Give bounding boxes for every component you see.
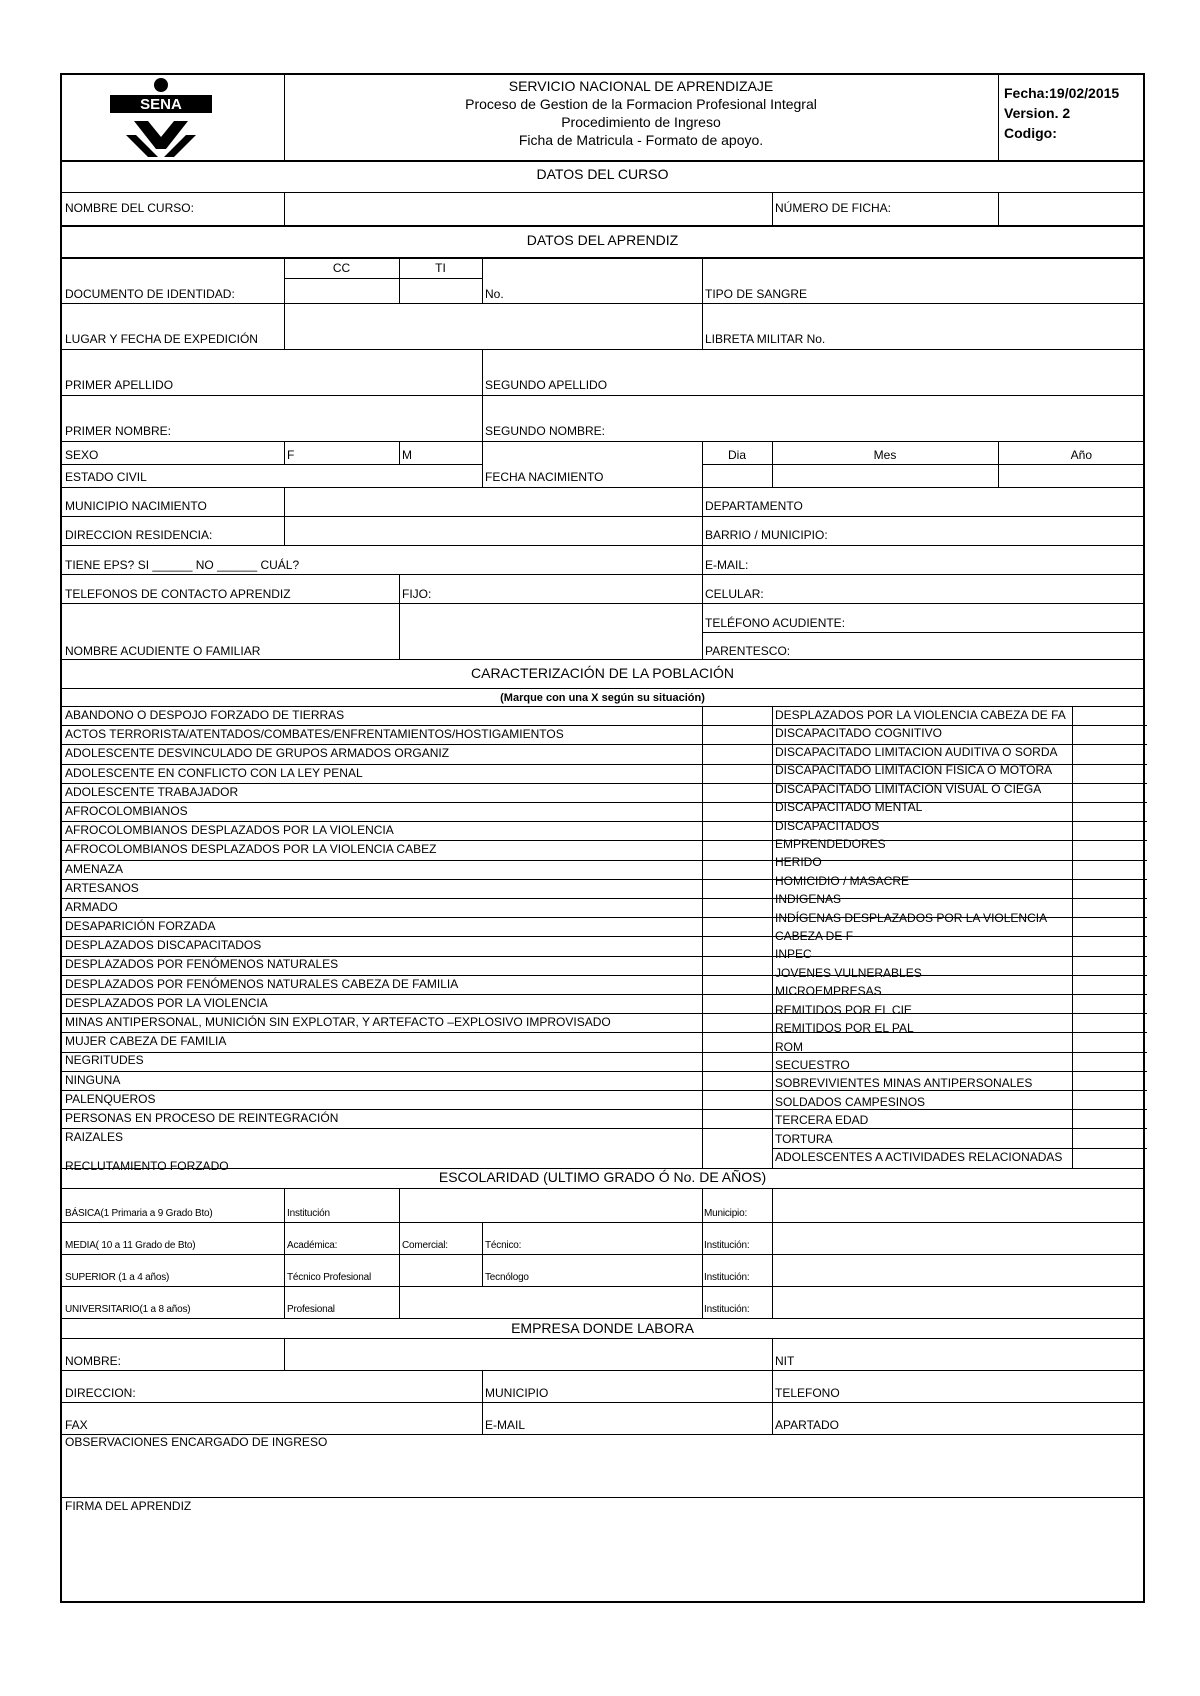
primer-apellido-label[interactable]: PRIMER APELLIDO bbox=[65, 378, 174, 392]
institucion-universitario-label: Institución: bbox=[704, 1304, 750, 1315]
population-checkbox-left[interactable] bbox=[703, 899, 771, 916]
population-option-right: ROM bbox=[775, 1039, 803, 1054]
population-option-left: AFROCOLOMBIANOS DESPLAZADOS POR LA VIOLENCIA bbox=[65, 823, 394, 838]
section-title-escolaridad: ESCOLARIDAD (ULTIMO GRADO Ó No. DE AÑOS) bbox=[438, 1169, 767, 1185]
primer-nombre-label[interactable]: PRIMER NOMBRE: bbox=[65, 424, 172, 438]
population-option-left: ADOLESCENTE EN CONFLICTO CON LA LEY PENAL bbox=[65, 765, 363, 780]
tipo-sangre-label[interactable]: TIPO DE SANGRE bbox=[705, 287, 808, 301]
divider bbox=[62, 545, 1143, 546]
tecnico-profesional-option[interactable]: Técnico Profesional bbox=[287, 1272, 372, 1283]
population-option-right: EMPRENDEDORES bbox=[775, 836, 886, 851]
divider bbox=[399, 441, 400, 464]
divider bbox=[62, 659, 1143, 660]
population-checkbox-right[interactable] bbox=[1073, 1149, 1145, 1165]
population-checkbox-left[interactable] bbox=[703, 726, 771, 743]
population-checkbox-right[interactable] bbox=[1073, 1057, 1145, 1073]
sexo-m-option[interactable]: M bbox=[402, 448, 412, 462]
version-label: Version. 2 bbox=[1004, 105, 1071, 121]
population-checkbox-left[interactable] bbox=[703, 880, 771, 897]
population-option-left: RECLUTAMIENTO FORZADO bbox=[65, 1159, 229, 1174]
population-option-left: ACTOS TERRORISTA/ATENTADOS/COMBATES/ENFRENTAMIENTOS/HOSTIGAMIENTOS bbox=[65, 727, 564, 742]
segundo-nombre-label[interactable]: SEGUNDO NOMBRE: bbox=[485, 424, 606, 438]
tecnico-option[interactable]: Técnico: bbox=[485, 1240, 522, 1251]
population-checkbox-right[interactable] bbox=[1073, 725, 1145, 741]
population-option-right: INDIGENAS bbox=[775, 892, 842, 907]
population-checkbox-right[interactable] bbox=[1073, 1076, 1145, 1092]
population-checkbox-left[interactable] bbox=[703, 1053, 771, 1070]
telefono-acudiente-label[interactable]: TELÉFONO ACUDIENTE: bbox=[705, 616, 846, 630]
process-name: Proceso de Gestion de la Formacion Profesional Integral bbox=[465, 96, 817, 112]
population-checkbox-right[interactable] bbox=[1073, 854, 1145, 870]
profesional-option[interactable]: Profesional bbox=[287, 1304, 335, 1315]
eps-question[interactable]: TIENE EPS? SI ______ NO ______ CUÁL? bbox=[65, 558, 300, 572]
cc-checkbox[interactable] bbox=[286, 280, 397, 301]
mes-field[interactable] bbox=[774, 466, 996, 486]
population-option-right: SOBREVIVIENTES MINAS ANTIPERSONALES bbox=[775, 1076, 1033, 1091]
population-option-left: ARMADO bbox=[65, 899, 118, 914]
population-option-left: NEGRITUDES bbox=[65, 1053, 144, 1068]
population-checkbox-left[interactable] bbox=[703, 937, 771, 954]
institucion-basica-field[interactable] bbox=[401, 1189, 700, 1221]
population-checkbox-left[interactable] bbox=[703, 784, 771, 801]
dia-label: Dia bbox=[727, 448, 746, 462]
fecha-nacimiento-label: FECHA NACIMIENTO bbox=[485, 470, 604, 484]
universitario-label: UNIVERSITARIO(1 a 8 años) bbox=[65, 1304, 191, 1315]
population-option-right: INDÍGENAS DESPLAZADOS POR LA VIOLENCIA bbox=[775, 910, 1048, 925]
observaciones-label: OBSERVACIONES ENCARGADO DE INGRESO bbox=[65, 1435, 328, 1449]
sexo-label: SEXO bbox=[65, 448, 99, 462]
direccion-residencia-label: DIRECCION RESIDENCIA: bbox=[65, 528, 213, 542]
population-option-left: ARTESANOS bbox=[65, 880, 139, 895]
population-checkbox-right[interactable] bbox=[1073, 1131, 1145, 1147]
population-option-right: INPEC bbox=[775, 947, 812, 962]
firma-field[interactable] bbox=[62, 1515, 1143, 1600]
departamento-label[interactable]: DEPARTAMENTO bbox=[705, 499, 803, 513]
documento-label: DOCUMENTO DE IDENTIDAD: bbox=[65, 287, 235, 301]
ti-checkbox[interactable] bbox=[401, 280, 480, 301]
population-checkbox-right[interactable] bbox=[1073, 1020, 1145, 1036]
institucion-basica-label: Institución bbox=[287, 1208, 330, 1219]
population-checkbox-right[interactable] bbox=[1073, 891, 1145, 907]
divider bbox=[62, 225, 1143, 227]
anio-field[interactable] bbox=[1000, 466, 1145, 486]
divider bbox=[998, 192, 999, 225]
celular-label[interactable]: CELULAR: bbox=[705, 587, 764, 601]
empresa-municipio-label[interactable]: MUNICIPIO bbox=[485, 1386, 549, 1400]
population-option-right: REMITIDOS POR EL CIE bbox=[775, 1002, 912, 1017]
population-option-right: SOLDADOS CAMPESINOS bbox=[775, 1094, 926, 1109]
direccion-residencia-field[interactable] bbox=[286, 517, 700, 544]
empresa-nombre-label: NOMBRE: bbox=[65, 1354, 122, 1368]
population-option-left: AMENAZA bbox=[65, 861, 124, 876]
population-checkbox-right[interactable] bbox=[1073, 965, 1145, 981]
divider bbox=[284, 1338, 285, 1370]
population-checkbox-left[interactable] bbox=[703, 841, 771, 858]
population-checkbox-left[interactable] bbox=[703, 1129, 771, 1146]
libreta-militar-label[interactable]: LIBRETA MILITAR No. bbox=[705, 332, 826, 346]
population-option-right: DISCAPACITADO LIMITACION FISICA O MOTORA bbox=[775, 763, 1053, 778]
divider bbox=[482, 257, 483, 303]
divider bbox=[62, 349, 1143, 350]
superior-label: SUPERIOR (1 a 4 años) bbox=[65, 1272, 170, 1283]
barrio-municipio-label[interactable]: BARRIO / MUNICIPIO: bbox=[705, 528, 828, 542]
numero-ficha-field[interactable] bbox=[1000, 193, 1143, 224]
population-checkbox-right[interactable] bbox=[1073, 873, 1145, 889]
divider bbox=[702, 632, 1143, 633]
section-title-empresa: EMPRESA DONDE LABORA bbox=[511, 1320, 694, 1336]
caracterizacion-left-list bbox=[65, 706, 645, 1186]
section-title-caracterizacion: CARACTERIZACIÓN DE LA POBLACIÓN bbox=[471, 665, 734, 681]
population-checkbox-right[interactable] bbox=[1073, 836, 1145, 852]
institucion-superior-label: Institución: bbox=[704, 1272, 750, 1283]
population-checkbox-left[interactable] bbox=[703, 707, 771, 724]
divider bbox=[702, 1188, 703, 1318]
population-option-right: DISCAPACITADOS bbox=[775, 818, 880, 833]
population-checkbox-right[interactable] bbox=[1073, 744, 1145, 760]
divider bbox=[284, 441, 285, 464]
logo-text: SENA bbox=[140, 96, 182, 113]
population-option-right: HOMICIDIO / MASACRE bbox=[775, 873, 910, 888]
population-option-left: MUJER CABEZA DE FAMILIA bbox=[65, 1034, 227, 1049]
population-option-right: TORTURA bbox=[775, 1131, 833, 1146]
population-checkbox-right[interactable] bbox=[1073, 1039, 1145, 1055]
ti-label: TI bbox=[435, 261, 446, 275]
observaciones-field[interactable] bbox=[62, 1451, 1143, 1496]
population-checkbox-right[interactable] bbox=[1073, 910, 1145, 926]
document-title: Ficha de Matricula - Formato de apoyo. bbox=[518, 132, 764, 148]
divider bbox=[62, 1318, 1143, 1319]
population-checkbox-right[interactable] bbox=[1073, 928, 1145, 944]
divider bbox=[284, 192, 285, 225]
population-option-left: AFROCOLOMBIANOS DESPLAZADOS POR LA VIOLENCIA CABEZ bbox=[65, 842, 437, 857]
divider bbox=[62, 160, 1143, 162]
enrollment-form bbox=[60, 73, 1145, 1603]
population-checkbox-left[interactable] bbox=[703, 918, 771, 935]
population-checkbox-left[interactable] bbox=[703, 976, 771, 993]
population-checkbox-left[interactable] bbox=[703, 861, 771, 878]
population-option-right: TERCERA EDAD bbox=[775, 1113, 869, 1128]
population-option-left: DESPLAZADOS POR LA VIOLENCIA bbox=[65, 995, 268, 1010]
population-checkbox-right[interactable] bbox=[1073, 947, 1145, 963]
population-checkbox-right[interactable] bbox=[1073, 781, 1145, 797]
divider bbox=[62, 1402, 1143, 1403]
telefono-fijo-label[interactable]: FIJO: bbox=[402, 587, 432, 601]
divider bbox=[62, 574, 1143, 575]
comercial-option[interactable]: Comercial: bbox=[402, 1240, 448, 1251]
municipio-nacimiento-field[interactable] bbox=[286, 488, 700, 515]
population-option-left: ADOLESCENTE DESVINCULADO DE GRUPOS ARMADOS ORGANIZ bbox=[65, 746, 450, 761]
empresa-telefono-label[interactable]: TELEFONO bbox=[775, 1386, 840, 1400]
population-option-right: REMITIDOS POR EL PAL bbox=[775, 1021, 914, 1036]
empresa-nit-label[interactable]: NIT bbox=[775, 1354, 795, 1368]
population-option-right: JOVENES VULNERABLES bbox=[775, 965, 922, 980]
institucion-media-label: Institución: bbox=[704, 1240, 750, 1251]
population-option-left: DESPLAZADOS POR FENÓMENOS NATURALES bbox=[65, 957, 339, 972]
empresa-email-label[interactable]: E-MAIL bbox=[485, 1418, 526, 1432]
divider bbox=[62, 464, 482, 465]
divider bbox=[399, 574, 400, 659]
institucion-superior-field[interactable] bbox=[774, 1255, 1145, 1285]
numero-documento-label[interactable]: No. bbox=[485, 287, 504, 301]
numero-ficha-label: NÚMERO DE FICHA: bbox=[775, 201, 892, 215]
firma-label: FIRMA DEL APRENDIZ bbox=[65, 1499, 192, 1513]
divider bbox=[284, 303, 285, 349]
codigo-label: Codigo: bbox=[1004, 125, 1057, 141]
basica-label: BÁSICA(1 Primaria a 9 Grado Bto) bbox=[65, 1208, 213, 1219]
mes-label: Mes bbox=[873, 448, 897, 462]
population-checkbox-left[interactable] bbox=[703, 1033, 771, 1050]
divider bbox=[62, 395, 1143, 396]
estado-civil-label[interactable]: ESTADO CIVIL bbox=[65, 470, 147, 484]
population-option-left: MINAS ANTIPERSONAL, MUNICIÓN SIN EXPLOTAR, Y ARTEFACTO –EXPLOSIVO IMPROVISADO bbox=[65, 1015, 611, 1029]
divider bbox=[772, 1338, 773, 1370]
population-checkbox-right[interactable] bbox=[1073, 762, 1145, 778]
lugar-fecha-label: LUGAR Y FECHA DE EXPEDICIÓN bbox=[65, 332, 258, 346]
population-checkbox-left[interactable] bbox=[703, 957, 771, 974]
divider bbox=[482, 441, 483, 487]
procedure-name: Procedimiento de Ingreso bbox=[561, 114, 721, 130]
population-checkbox-right[interactable] bbox=[1073, 707, 1145, 723]
divider bbox=[62, 441, 1143, 442]
media-label: MEDIA( 10 a 11 Grado de Bto) bbox=[65, 1240, 196, 1251]
population-option-left: DESPLAZADOS DISCAPACITADOS bbox=[65, 938, 262, 953]
divider bbox=[482, 395, 483, 441]
nombre-curso-field[interactable] bbox=[286, 193, 770, 224]
population-checkbox-left[interactable] bbox=[703, 1072, 771, 1089]
divider bbox=[702, 303, 703, 349]
population-checkbox-right[interactable] bbox=[1073, 1094, 1145, 1110]
tecnologo-option[interactable]: Tecnólogo bbox=[485, 1272, 529, 1283]
population-option-right: DESPLAZADOS POR LA VIOLENCIA CABEZA DE FA bbox=[775, 708, 1066, 722]
divider bbox=[702, 464, 1143, 465]
institucion-media-field[interactable] bbox=[774, 1223, 1145, 1253]
population-checkbox-right[interactable] bbox=[1073, 799, 1145, 815]
nombre-acudiente-label: NOMBRE ACUDIENTE O FAMILIAR bbox=[65, 644, 261, 658]
population-checkbox-right[interactable] bbox=[1073, 1113, 1145, 1129]
dia-field[interactable] bbox=[704, 466, 770, 486]
population-option-left: ADOLESCENTE TRABAJADOR bbox=[65, 784, 239, 799]
municipio-basica-label: Municipio: bbox=[704, 1208, 748, 1219]
divider bbox=[284, 1188, 285, 1318]
divider bbox=[482, 349, 483, 395]
population-option-right: DISCAPACITADO MENTAL bbox=[775, 800, 923, 815]
email-label[interactable]: E-MAIL: bbox=[705, 558, 749, 572]
population-checkbox-right[interactable] bbox=[1073, 1002, 1145, 1018]
sexo-f-option[interactable]: F bbox=[287, 448, 295, 462]
divider bbox=[702, 257, 703, 303]
profesional-field[interactable] bbox=[401, 1287, 700, 1317]
org-name: SERVICIO NACIONAL DE APRENDIZAJE bbox=[508, 78, 774, 94]
caracterizacion-instruction: (Marque con una X según su situación) bbox=[500, 692, 705, 704]
population-checkbox-left[interactable] bbox=[703, 745, 771, 762]
divider bbox=[998, 75, 999, 160]
population-checkbox-left[interactable] bbox=[703, 1014, 771, 1031]
population-checkbox-right[interactable] bbox=[1073, 818, 1145, 834]
population-option-left: DESAPARICIÓN FORZADA bbox=[65, 919, 216, 934]
population-checkbox-left[interactable] bbox=[703, 995, 771, 1012]
population-option-left: AFROCOLOMBIANOS bbox=[65, 803, 188, 818]
lugar-fecha-field[interactable] bbox=[286, 304, 700, 348]
municipio-basica-field[interactable] bbox=[774, 1189, 1145, 1221]
institucion-universitario-field[interactable] bbox=[774, 1287, 1145, 1317]
divider bbox=[772, 192, 773, 225]
population-option-right: CABEZA DE F bbox=[775, 929, 854, 944]
divider bbox=[62, 1370, 1143, 1371]
population-option-left: ABANDONO O DESPOJO FORZADO DE TIERRAS bbox=[65, 708, 345, 722]
population-option-right: DISCAPACITADO COGNITIVO bbox=[775, 726, 942, 741]
sena-logo bbox=[106, 77, 236, 157]
population-checkbox-left[interactable] bbox=[703, 822, 771, 839]
population-option-right: MICROEMPRESAS bbox=[775, 984, 882, 999]
cc-label: CC bbox=[332, 261, 351, 275]
divider bbox=[702, 603, 703, 659]
nombre-curso-label: NOMBRE DEL CURSO: bbox=[65, 201, 194, 215]
population-option-right: DISCAPACITADO LIMITACION VISUAL O CIEGA bbox=[775, 781, 1042, 796]
population-option-right: ADOLESCENTES A ACTIVIDADES RELACIONADAS bbox=[775, 1150, 1063, 1165]
divider bbox=[62, 257, 1143, 259]
fecha-label: Fecha:19/02/2015 bbox=[1004, 85, 1120, 101]
population-checkbox-left[interactable] bbox=[703, 1110, 771, 1127]
population-option-right: HERIDO bbox=[775, 855, 822, 870]
population-option-left: PALENQUEROS bbox=[65, 1091, 156, 1106]
empresa-fax-label[interactable]: FAX bbox=[65, 1418, 88, 1432]
population-option-left: NINGUNA bbox=[65, 1072, 121, 1087]
section-title-curso: DATOS DEL CURSO bbox=[536, 166, 669, 182]
population-checkbox-left[interactable] bbox=[703, 803, 771, 820]
divider bbox=[62, 1497, 1143, 1498]
empresa-nombre-field[interactable] bbox=[286, 1339, 770, 1369]
population-checkbox-right[interactable] bbox=[1073, 983, 1145, 999]
divider bbox=[772, 1188, 773, 1318]
population-checkbox-left[interactable] bbox=[703, 1149, 771, 1168]
section-title-aprendiz: DATOS DEL APRENDIZ bbox=[526, 232, 679, 248]
caracterizacion-right-list bbox=[775, 706, 1071, 1167]
empresa-direccion-label[interactable]: DIRECCION: bbox=[65, 1386, 136, 1400]
anio-label: Año bbox=[1070, 448, 1092, 462]
population-checkbox-left[interactable] bbox=[703, 765, 771, 782]
population-option-right: SECUESTRO bbox=[775, 1058, 850, 1073]
population-checkbox-left[interactable] bbox=[703, 1091, 771, 1108]
population-option-left: PERSONAS EN PROCESO DE REINTEGRACIÓN bbox=[65, 1110, 339, 1125]
segundo-apellido-label[interactable]: SEGUNDO APELLIDO bbox=[485, 378, 608, 392]
population-option-left: RAIZALES bbox=[65, 1130, 124, 1145]
telefonos-contacto-label: TELEFONOS DE CONTACTO APRENDIZ bbox=[65, 587, 291, 601]
parentesco-label[interactable]: PARENTESCO: bbox=[705, 644, 791, 658]
population-option-right: DISCAPACITADO LIMITACION AUDITIVA O SORDA bbox=[775, 744, 1058, 759]
population-option-left: DESPLAZADOS POR FENÓMENOS NATURALES CABEZA DE FAMILIA bbox=[65, 976, 459, 991]
municipio-nacimiento-label: MUNICIPIO NACIMIENTO bbox=[65, 499, 207, 513]
divider bbox=[62, 688, 1143, 689]
academica-option[interactable]: Académica: bbox=[287, 1240, 338, 1251]
divider bbox=[284, 278, 482, 279]
divider bbox=[399, 1188, 400, 1318]
empresa-apartado-label[interactable]: APARTADO bbox=[775, 1418, 840, 1432]
